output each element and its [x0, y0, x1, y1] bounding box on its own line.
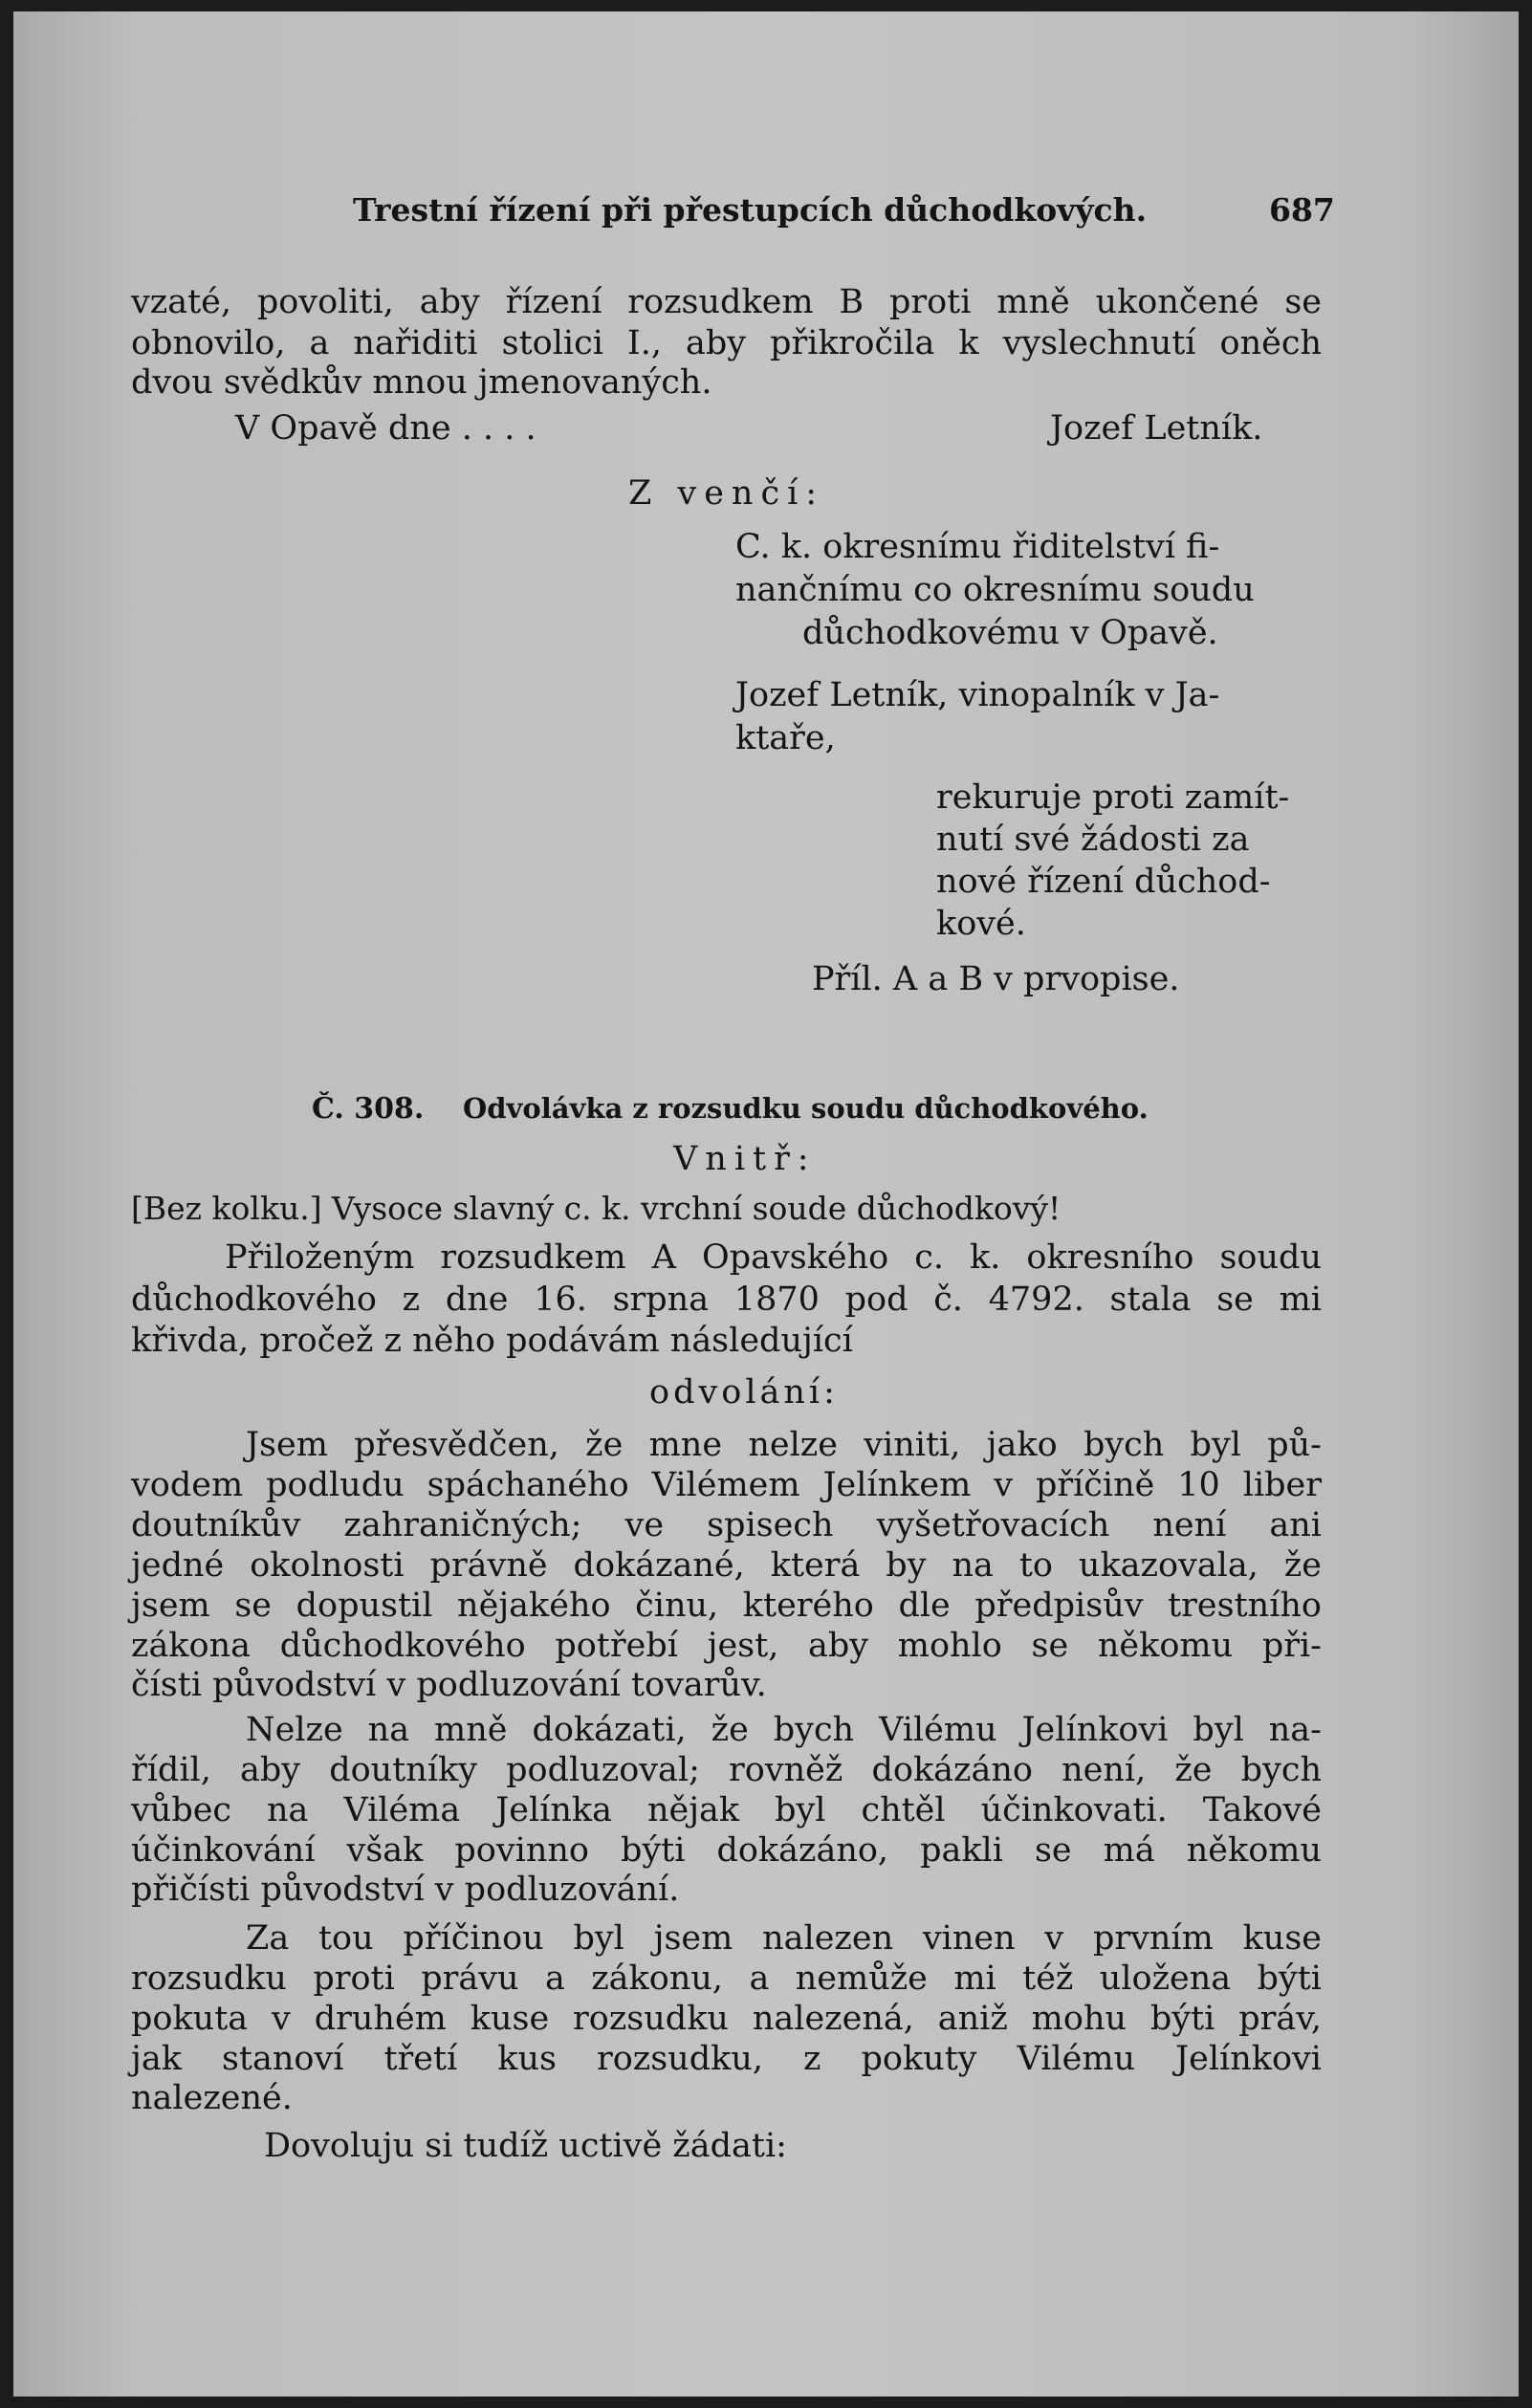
book-page [13, 11, 1519, 2397]
petitioner-line: Jozef Letník, vinopalník v Ja- [735, 676, 1220, 714]
outside-heading: Z venčí: [628, 474, 825, 513]
document-title: Odvolávka z rozsudku soudu důchodkového. [463, 1092, 1149, 1125]
text-line: účinkování však povinno býti dokázáno, pakli se má někomu [131, 1831, 1322, 1870]
text-line: pokuta v druhém kuse rozsudku nalezená, aniž mohu býti práv, [131, 2000, 1322, 2038]
page-number: 687 [1269, 191, 1335, 229]
addressee-line: důchodkovému v Opavě. [802, 614, 1218, 652]
attachments-note: Příl. A a B v prvopise. [812, 960, 1180, 998]
text-line: Nelze na mně dokázati, že bych Vilému Jelínkovi byl na- [246, 1711, 1322, 1749]
appeal-heading: odvolání: [649, 1373, 839, 1412]
petitioner-line: ktaře, [735, 719, 836, 757]
text-line: Jsem přesvědčen, že mne nelze viniti, jako bych byl pů- [246, 1426, 1322, 1464]
text-line: vzaté, povoliti, aby řízení rozsudkem B proti mně ukončené se [131, 283, 1322, 321]
text-line: přičísti původství v podluzování. [131, 1871, 680, 1909]
subject-line: rekuruje proti zamít- [936, 778, 1290, 817]
document-number: Č. 308. [312, 1092, 425, 1126]
text-line: vodem podludu spáchaného Vilémem Jelínkem v příčině 10 liber [131, 1466, 1322, 1504]
text-line: jsem se dopustil nějakého činu, kterého dle předpisův trestního [131, 1587, 1322, 1625]
text-line: nalezené. [131, 2079, 293, 2117]
text-line: vůbec na Viléma Jelínka nějak byl chtěl účinkovati. Takové [131, 1791, 1322, 1829]
running-title: Trestní řízení při přestupcích důchodkových. [353, 191, 1148, 229]
text-line: zákona důchodkového potřebí jest, aby mohlo se někomu při- [131, 1627, 1322, 1665]
place-date: V Opavě dne . . . . [235, 409, 536, 448]
text-line: řídil, aby doutníky podluzoval; rovněž dokázáno není, že bych [131, 1751, 1322, 1789]
addressee-line: C. k. okresnímu řiditelství fi- [735, 528, 1220, 566]
text-line: důchodkového z dne 16. srpna 1870 pod č. 4792. stala se mi [131, 1281, 1322, 1319]
text-line: jak stanoví třetí kus rozsudku, z pokuty Vilému Jelínkovi [131, 2040, 1322, 2078]
addressee-line: nančnímu co okresnímu soudu [735, 571, 1255, 609]
subject-line: nové řízení důchod- [936, 863, 1271, 901]
signature: Jozef Letník. [1050, 409, 1263, 448]
text-line: rozsudku proti právu a zákonu, a nemůže mi též uložena býti [131, 1959, 1322, 1998]
text-line: dvou svědkův mnou jmenovaných. [131, 363, 712, 402]
text-line: doutníkův zahraničných; ve spisech vyšetřovacích není ani [131, 1506, 1322, 1544]
closing-line: Dovoluju si tudíž uctivě žádati: [264, 2127, 787, 2165]
text-line: obnovilo, a nařiditi stolici I., aby přikročila k vyslechnutí oněch [131, 324, 1322, 362]
text-line: čísti původství v podluzování tovarův. [131, 1666, 767, 1704]
text-line: Přiloženým rozsudkem A Opavského c. k. okresního soudu [225, 1238, 1322, 1277]
subject-line: kové. [936, 905, 1026, 943]
text-line: křivda, pročež z něho podávám následující [131, 1322, 853, 1360]
subject-line: nutí své žádosti za [936, 821, 1250, 859]
text-line: Za tou příčinou byl jsem nalezen vinen v prvním kuse [246, 1919, 1322, 1958]
inside-heading: Vnitř: [673, 1140, 817, 1178]
text-line: jedné okolnosti právně dokázané, která by na to ukazovala, že [131, 1546, 1322, 1585]
salutation: [Bez kolku.] Vysoce slavný c. k. vrchní soude důchodkový! [131, 1190, 1061, 1227]
